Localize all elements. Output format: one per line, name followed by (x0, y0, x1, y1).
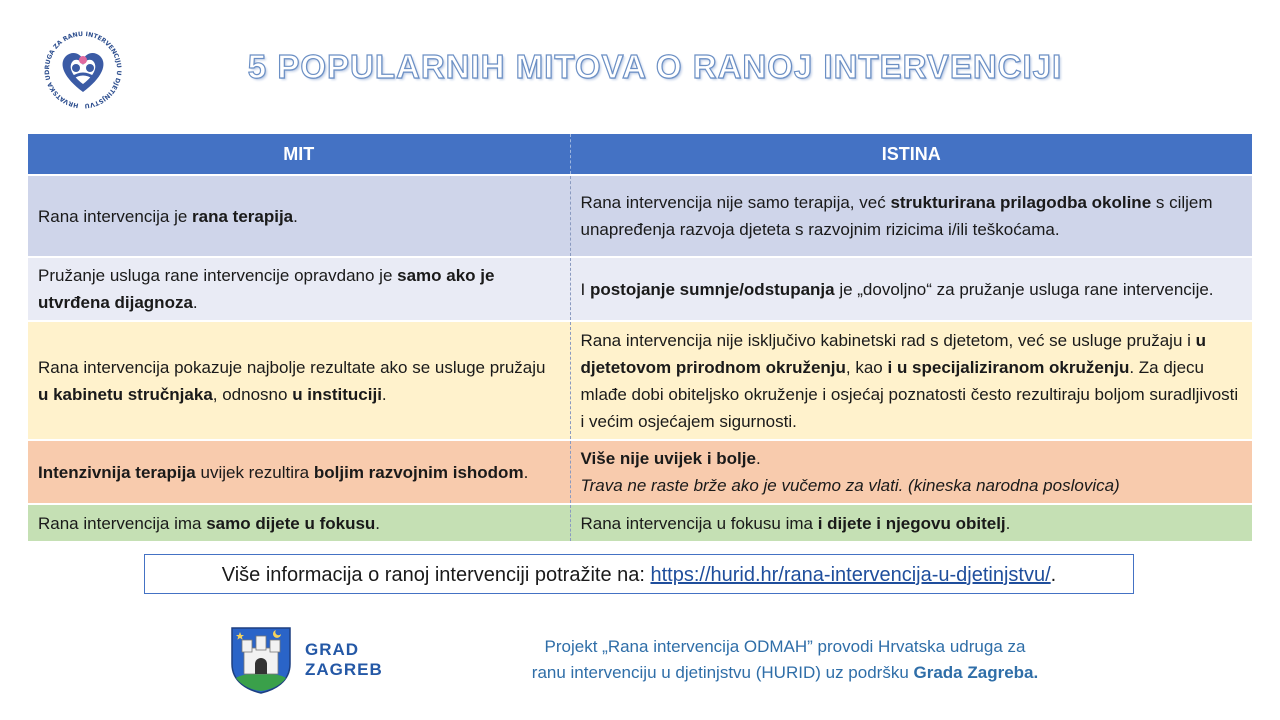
header-myth: MIT (28, 134, 570, 175)
text-segment: . Za djecu mlađe dobi obiteljsko okruženje i osjećaj poznatosti često rezultiraju boljom suradljivosti i većim osjećajem sigurnosti. (580, 357, 1239, 431)
bold-text: u djetetovom prirodnom okruženju (580, 330, 1207, 377)
bold-text: samo ako je utvrđena dijagnoza (38, 266, 495, 312)
page-title: 5 POPULARNIH MITOVA O RANOJ INTERVENCIJI (247, 48, 1063, 85)
bold-text: boljim razvojnim ishodom (313, 462, 524, 482)
text-segment: Rana intervencija ima (38, 513, 207, 533)
truth-cell (570, 175, 1252, 257)
truth-cell (570, 440, 1252, 504)
info-link[interactable]: https://hurid.hr/rana-intervencija-u-djetinjstvu/ (650, 564, 1051, 586)
myths-table (28, 134, 1252, 541)
bold-text: samo dijete u fokusu (206, 513, 376, 533)
quote-text: Trava ne raste brže ako je vučemo za vlati. (kineska narodna poslovica) (580, 476, 1120, 495)
text-segment: . (192, 293, 198, 312)
text-segment: . (523, 462, 529, 482)
hurid-logo (24, 20, 142, 118)
text-segment: , kao (845, 357, 888, 377)
table-row (28, 504, 1252, 541)
bold-text: postojanje sumnje/odstupanja (589, 279, 835, 299)
truth-cell (570, 257, 1252, 321)
info-text: Više informacija o ranoj intervenciji potražite na: (221, 564, 651, 586)
text-segment: Pružanje usluga rane intervencije opravdano je (38, 266, 398, 285)
text-segment: Rana intervencija nije samo terapija, već (580, 193, 891, 212)
myth-cell (28, 504, 570, 541)
truth-cell (570, 504, 1252, 541)
truth-cell (570, 321, 1252, 440)
info-box (144, 554, 1134, 594)
text-segment: Rana intervencija je (38, 206, 193, 226)
grad-line-1: GRAD (305, 640, 360, 659)
text-segment: Rana intervencija pokazuje najbolje rezultate ako se usluge pružaju (38, 357, 546, 377)
bold-text: u instituciji (292, 384, 382, 404)
footer-sponsor: Grada Zagreba. (913, 663, 1039, 682)
footer-line-2-text: ranu intervenciju u djetinjstvu (HURID) uz podršku (531, 663, 914, 682)
table-row (28, 257, 1252, 321)
text-segment: . (293, 206, 298, 226)
grad-zagreb-label (305, 640, 383, 680)
text-segment: s ciljem unapređenja razvoja djeteta s razvojnim rizicima i/ili teškoćama. (580, 193, 1213, 239)
bold-text: i dijete i njegovu obitelj (817, 513, 1006, 533)
text-segment: , odnosno (212, 384, 293, 404)
table-header-row (28, 134, 1252, 175)
table-row (28, 175, 1252, 257)
myth-cell (28, 175, 570, 257)
text-segment: . (381, 384, 387, 404)
table-row (28, 321, 1252, 440)
text-segment: I (580, 279, 590, 299)
bold-text: rana terapija (192, 206, 294, 226)
bold-text: u kabinetu stručnjaka (38, 384, 213, 404)
text-segment: . (375, 513, 381, 533)
myth-cell (28, 321, 570, 440)
text-segment: uvijek rezultira (195, 462, 314, 482)
bold-text: strukturirana prilagodba okoline (890, 193, 1152, 212)
text-segment: . (1005, 513, 1011, 533)
project-footer (470, 634, 1100, 686)
text-segment: je „dovoljno“ za pružanje usluga rane intervencije. (834, 279, 1214, 299)
text-segment: Rana intervencija u fokusu ima (580, 513, 818, 533)
footer-line-2 (470, 660, 1100, 686)
table-row (28, 440, 1252, 504)
myth-cell (28, 440, 570, 504)
text-segment: Rana intervencija nije isključivo kabinetski rad s djetetom, već se usluge pružaju i (580, 330, 1196, 350)
bold-text: Više nije uvijek i bolje (580, 449, 756, 468)
text-segment: . (755, 449, 761, 468)
header-truth: ISTINA (570, 134, 1252, 175)
myth-cell (28, 257, 570, 321)
bold-text: Intenzivnija terapija (38, 462, 196, 482)
zagreb-crest-icon (230, 626, 292, 694)
footer-line-1: Projekt „Rana intervencija ODMAH” provodi Hrvatska udruga za (544, 637, 1026, 656)
logo-ring-text: HRVATSKA UDRUGA ZA RANU INTERVENCIJU U DJETINJSTVU (43, 30, 123, 110)
grad-line-2: ZAGREB (305, 660, 383, 679)
bold-text: i u specijaliziranom okruženju (887, 357, 1130, 377)
info-after: . (1050, 564, 1057, 586)
